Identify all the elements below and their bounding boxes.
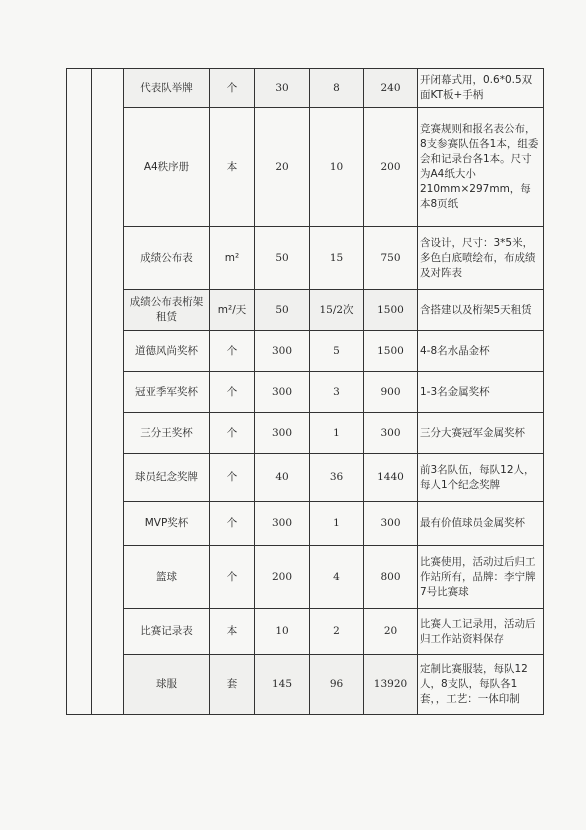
table-row bbox=[67, 227, 544, 290]
item-cell: 三分王奖杯 bbox=[124, 413, 210, 454]
note-cell: 比赛人工记录用，活动后归工作站资料保存 bbox=[418, 609, 544, 655]
table-row bbox=[67, 502, 544, 546]
table-row bbox=[67, 108, 544, 227]
note-cell: 竞赛规则和报名表公布，8支参赛队伍各1本，组委会和记录台各1本。尺寸为A4纸大小210mm×297mm，每本8页纸 bbox=[418, 108, 544, 227]
unit-price-cell: 300 bbox=[255, 413, 310, 454]
note-cell: 含搭建以及桁架5天租赁 bbox=[418, 290, 544, 331]
quantity-cell: 2 bbox=[310, 609, 364, 655]
unit-cell: 个 bbox=[210, 454, 255, 502]
total-cell: 240 bbox=[364, 69, 418, 108]
total-cell: 1500 bbox=[364, 290, 418, 331]
note-cell: 定制比赛服装，每队12人，8支队，每队各1套，，工艺：一体印制 bbox=[418, 655, 544, 715]
total-cell: 300 bbox=[364, 502, 418, 546]
unit-price-cell: 300 bbox=[255, 372, 310, 413]
unit-cell: 本 bbox=[210, 108, 255, 227]
total-cell: 900 bbox=[364, 372, 418, 413]
total-cell: 750 bbox=[364, 227, 418, 290]
unit-cell: 个 bbox=[210, 546, 255, 609]
unit-cell: 个 bbox=[210, 413, 255, 454]
note-cell: 4-8名水晶金杯 bbox=[418, 331, 544, 372]
total-cell: 800 bbox=[364, 546, 418, 609]
quantity-cell: 8 bbox=[310, 69, 364, 108]
note-cell: 三分大赛冠军金属奖杯 bbox=[418, 413, 544, 454]
note-cell: 前3名队伍，每队12人，每人1个纪念奖牌 bbox=[418, 454, 544, 502]
unit-price-cell: 200 bbox=[255, 546, 310, 609]
total-cell: 20 bbox=[364, 609, 418, 655]
unit-cell: m²/天 bbox=[210, 290, 255, 331]
item-cell: A4秩序册 bbox=[124, 108, 210, 227]
quantity-cell: 36 bbox=[310, 454, 364, 502]
note-cell: 最有价值球员金属奖杯 bbox=[418, 502, 544, 546]
unit-cell: 个 bbox=[210, 69, 255, 108]
quantity-cell: 3 bbox=[310, 372, 364, 413]
note-cell: 比赛使用，活动过后归工作站所有，品牌：李宁牌7号比赛球 bbox=[418, 546, 544, 609]
item-cell: 球员纪念奖牌 bbox=[124, 454, 210, 502]
merged-category-cell bbox=[67, 69, 92, 715]
item-cell: 成绩公布表桁架租赁 bbox=[124, 290, 210, 331]
unit-cell: m² bbox=[210, 227, 255, 290]
unit-price-cell: 300 bbox=[255, 502, 310, 546]
total-cell: 1440 bbox=[364, 454, 418, 502]
quantity-cell: 4 bbox=[310, 546, 364, 609]
merged-subcategory-cell bbox=[92, 69, 124, 715]
unit-cell: 个 bbox=[210, 331, 255, 372]
note-cell: 1-3名金属奖杯 bbox=[418, 372, 544, 413]
unit-price-cell: 20 bbox=[255, 108, 310, 227]
unit-cell: 个 bbox=[210, 502, 255, 546]
unit-price-cell: 10 bbox=[255, 609, 310, 655]
table-row bbox=[67, 69, 544, 108]
unit-price-cell: 300 bbox=[255, 331, 310, 372]
quantity-cell: 15/2次 bbox=[310, 290, 364, 331]
note-cell: 开闭幕式用，0.6*0.5双面KT板+手柄 bbox=[418, 69, 544, 108]
table-row bbox=[67, 413, 544, 454]
item-cell: 球服 bbox=[124, 655, 210, 715]
item-cell: 成绩公布表 bbox=[124, 227, 210, 290]
total-cell: 1500 bbox=[364, 331, 418, 372]
unit-price-cell: 50 bbox=[255, 290, 310, 331]
item-cell: MVP奖杯 bbox=[124, 502, 210, 546]
total-cell: 200 bbox=[364, 108, 418, 227]
budget-table-body bbox=[67, 69, 544, 715]
table-row bbox=[67, 655, 544, 715]
note-cell: 含设计，尺寸：3*5米，多色白底喷绘布，布成绩及对阵表 bbox=[418, 227, 544, 290]
item-cell: 比赛记录表 bbox=[124, 609, 210, 655]
total-cell: 13920 bbox=[364, 655, 418, 715]
unit-cell: 本 bbox=[210, 609, 255, 655]
quantity-cell: 10 bbox=[310, 108, 364, 227]
table-row bbox=[67, 609, 544, 655]
unit-price-cell: 50 bbox=[255, 227, 310, 290]
quantity-cell: 1 bbox=[310, 502, 364, 546]
total-cell: 300 bbox=[364, 413, 418, 454]
unit-cell: 套 bbox=[210, 655, 255, 715]
quantity-cell: 1 bbox=[310, 413, 364, 454]
item-cell: 冠亚季军奖杯 bbox=[124, 372, 210, 413]
table-row bbox=[67, 331, 544, 372]
table-row bbox=[67, 290, 544, 331]
table-row bbox=[67, 372, 544, 413]
unit-price-cell: 40 bbox=[255, 454, 310, 502]
unit-price-cell: 30 bbox=[255, 69, 310, 108]
quantity-cell: 5 bbox=[310, 331, 364, 372]
table-row bbox=[67, 454, 544, 502]
item-cell: 篮球 bbox=[124, 546, 210, 609]
item-cell: 道德风尚奖杯 bbox=[124, 331, 210, 372]
budget-table bbox=[66, 68, 544, 715]
item-cell: 代表队举牌 bbox=[124, 69, 210, 108]
quantity-cell: 96 bbox=[310, 655, 364, 715]
quantity-cell: 15 bbox=[310, 227, 364, 290]
unit-cell: 个 bbox=[210, 372, 255, 413]
unit-price-cell: 145 bbox=[255, 655, 310, 715]
table-row bbox=[67, 546, 544, 609]
